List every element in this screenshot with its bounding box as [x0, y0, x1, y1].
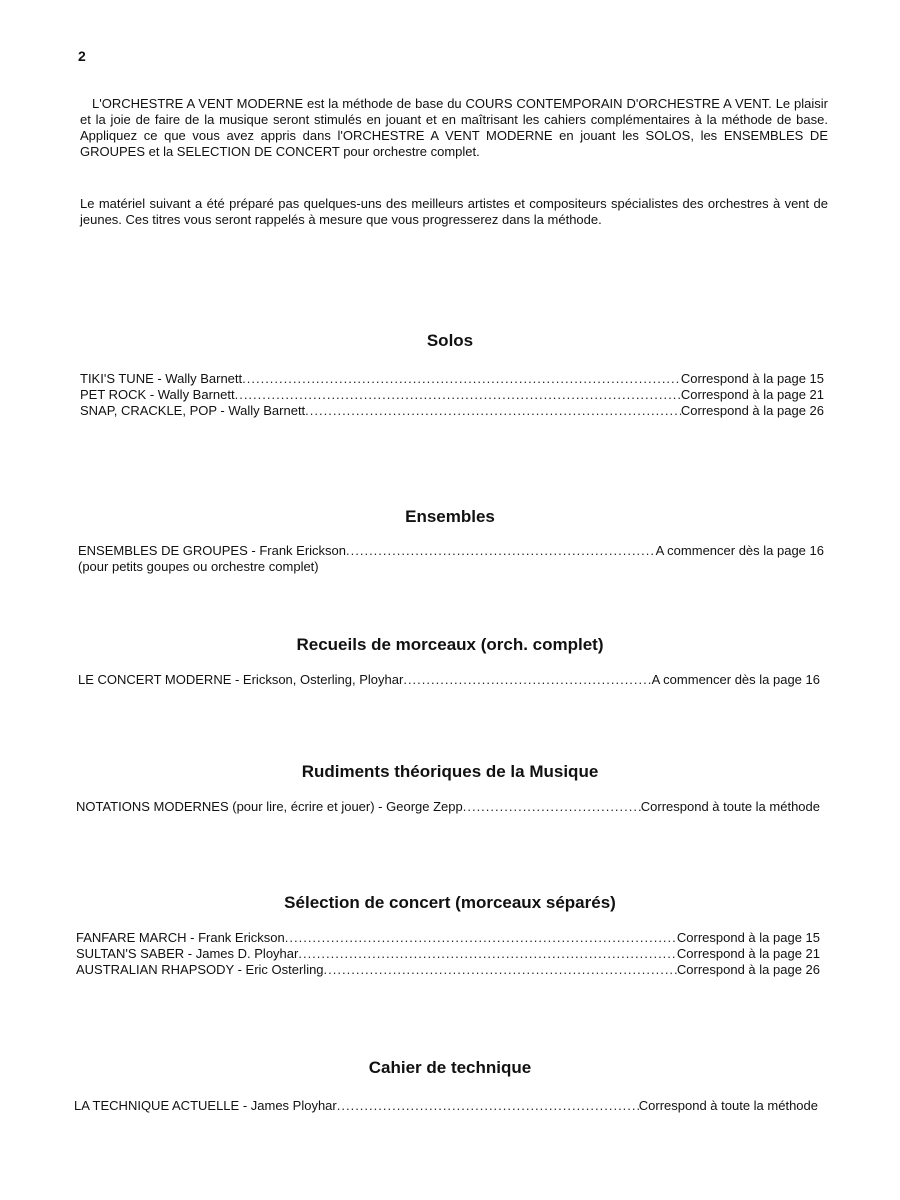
- entry-reference: Correspond à la page 15: [680, 371, 824, 386]
- entry-note: (pour petits goupes ou orchestre complet): [78, 559, 319, 574]
- dot-leader: [403, 672, 651, 688]
- entry-name: AUSTRALIAN RHAPSODY - Eric Osterling: [76, 962, 324, 977]
- list-item: [76, 946, 820, 962]
- page-number: 2: [78, 48, 86, 64]
- entry-reference: Correspond à la page 15: [676, 930, 820, 945]
- list-item: [74, 1098, 818, 1114]
- dot-leader: [285, 930, 677, 946]
- entry-reference: A commencer dès la page 16: [655, 543, 824, 558]
- entry-name: LA TECHNIQUE ACTUELLE - James Ployhar: [74, 1098, 337, 1113]
- section-title-ensembles: Ensembles: [405, 507, 495, 526]
- section-title-selection: Sélection de concert (morceaux séparés): [284, 893, 616, 912]
- dot-leader: [337, 1098, 639, 1114]
- entry-name: LE CONCERT MODERNE - Erickson, Osterling, Ployhar: [78, 672, 404, 687]
- section-title-rudiments: Rudiments théoriques de la Musique: [301, 762, 599, 781]
- dot-leader: [324, 962, 677, 978]
- section-list-ensembles: [78, 543, 824, 575]
- dot-leader: [235, 387, 681, 403]
- list-item: [80, 403, 824, 419]
- intro-paragraph-1: L'ORCHESTRE A VENT MODERNE est la méthode de base du COURS CONTEMPORAIN D'ORCHESTRE A VENT. Le plaisir et la joie de faire de la musique seront stimulés en jouant et en maîtrisant les cahiers complémentaires à la méthode de base. Appliquez ce que vous avez appris dans l'ORCHESTRE A VENT MODERNE en jouant les SOLOS, les ENSEMBLES DE GROUPES et la SELECTION DE CONCERT pour orchestre complet.: [80, 96, 828, 159]
- list-item: [80, 387, 824, 403]
- entry-name: SULTAN'S SABER - James D. Ployhar: [76, 946, 299, 961]
- section-list-solos: [80, 371, 824, 419]
- dot-leader: [242, 371, 681, 387]
- section-list-rudiments: [76, 799, 820, 815]
- list-item: [80, 371, 824, 387]
- dot-leader: [305, 403, 681, 419]
- list-item: [78, 672, 820, 688]
- section-list-selection: [76, 930, 820, 978]
- entry-name: NOTATIONS MODERNES (pour lire, écrire et jouer) - George Zepp: [76, 799, 463, 814]
- list-item: [76, 930, 820, 946]
- list-item: [76, 799, 820, 815]
- entry-reference: Correspond à toute la méthode: [638, 1098, 818, 1113]
- intro-paragraph-2: Le matériel suivant a été préparé pas quelques-uns des meilleurs artistes et compositeurs spécialistes des orchestres à vent de jeunes. Ces titres vous seront rappelés à mesure que vous progresserez dans la méthode.: [80, 196, 828, 227]
- section-title-technique: Cahier de technique: [368, 1058, 532, 1077]
- list-item: [76, 962, 820, 978]
- dot-leader: [463, 799, 641, 815]
- entry-reference: A commencer dès la page 16: [651, 672, 820, 687]
- section-list-technique: [74, 1098, 818, 1114]
- section-title-solos: Solos: [426, 331, 474, 350]
- entry-reference: Correspond à la page 26: [676, 962, 820, 977]
- entry-name: TIKI'S TUNE - Wally Barnett: [80, 371, 243, 386]
- section-title-recueils: Recueils de morceaux (orch. complet): [296, 635, 604, 654]
- entry-reference: Correspond à la page 21: [680, 387, 824, 402]
- dot-leader: [298, 946, 677, 962]
- entry-reference: Correspond à la page 21: [676, 946, 820, 961]
- entry-reference: Correspond à toute la méthode: [640, 799, 820, 814]
- entry-name: PET ROCK - Wally Barnett: [80, 387, 235, 402]
- section-list-recueils: [78, 672, 820, 688]
- entry-name: SNAP, CRACKLE, POP - Wally Barnett: [80, 403, 306, 418]
- entry-reference: Correspond à la page 26: [680, 403, 824, 418]
- entry-name: FANFARE MARCH - Frank Erickson: [76, 930, 285, 945]
- list-item: [78, 543, 824, 559]
- entry-name: ENSEMBLES DE GROUPES - Frank Erickson: [78, 543, 347, 558]
- dot-leader: [346, 543, 656, 559]
